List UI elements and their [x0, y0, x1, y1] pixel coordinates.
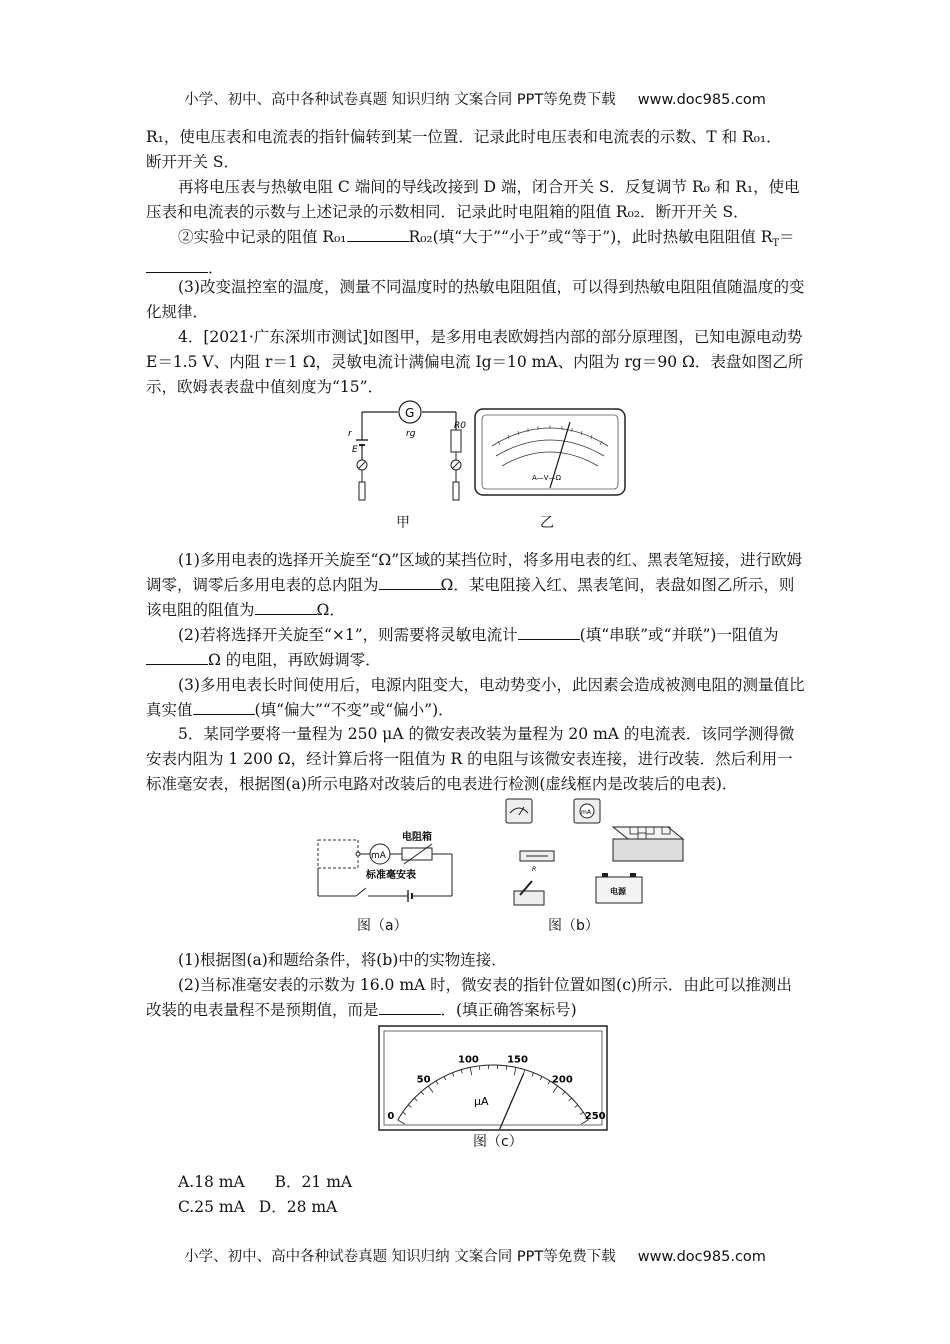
label-std-ma: 标准毫安表: [366, 870, 416, 881]
q5-devices-b: [498, 795, 688, 915]
q5-sub1: (1)根据图(a)和题给条件，将(b)中的实物连接．: [178, 951, 507, 969]
meter-tick: [506, 1066, 507, 1070]
fig-b-caption: 图（b）: [548, 918, 599, 934]
option-B[interactable]: B．21 mA: [274, 1173, 353, 1191]
label-resistor-box: 电阻箱: [402, 832, 432, 843]
q5-meter-c: [378, 1025, 608, 1131]
option-row-2: [178, 1195, 337, 1217]
meter-unit: μA: [474, 1095, 489, 1108]
meter-tick-label: 200: [551, 1074, 573, 1086]
q3-sub2-c: ＝: [779, 228, 795, 246]
q4-dial-figure: [474, 408, 626, 496]
q3-sub2-a: ②实验中记录的阻值 R₀₁: [178, 228, 347, 246]
device-power-label: 电源: [610, 887, 626, 896]
q5-stem: 5．某同学要将一量程为 250 μA 的微安表改装为量程为 20 mA 的电流表．该同学测得微安表内阻为 1 200 Ω，经计算后将一阻值为 R 的电阻与该微安表连接，进行改装．然后利用一标准毫安表，根据图(a)所示电路对改装后的电表进行检测(虚线框内是改装后的电表)．: [146, 725, 795, 793]
q4-circuit-figure: [350, 400, 470, 510]
header-site: www.doc985.com: [637, 92, 766, 108]
answer-blank[interactable]: [518, 625, 580, 640]
label-E: E: [352, 445, 358, 455]
fig-yi-caption: 乙: [540, 515, 554, 531]
q4-sub1-b: Ω．某电阻接入红、黑表笔间，表盘如图乙所示，则该电阻的阻值为: [146, 576, 795, 619]
q5-sub2-a: (2)当标准毫安表的示数为 16.0 mA 时，微安表的指针位置如图(c)所示．由此可以推测出改装的电表量程不是预期值，而是: [146, 976, 792, 1019]
meter-tick-label: 100: [458, 1054, 479, 1066]
q3-line1: R₁，使电压表和电流表的指针偏转到某一位置．记录此时电压表和电流表的示数、T 和 R₀₁．: [146, 128, 782, 146]
rheostat-symbol: [451, 430, 461, 452]
q4-sub1-a: (1)多用电表的选择开关旋至“Ω”区域的某挡位时，将多用电表的红、黑表笔短接，进行欧姆调零，调零后多用电表的总内阻为: [146, 551, 803, 594]
page-header: [0, 88, 950, 109]
footer-text: 小学、初中、高中各种试卷真题 知识归纳 文案合同 PPT等免费下载: [184, 1249, 616, 1265]
q4-sub1-c: Ω．: [316, 601, 345, 619]
label-R0: R0: [454, 421, 466, 431]
meter-tick-label: 250: [584, 1111, 606, 1122]
answer-blank[interactable]: [193, 700, 255, 715]
option-C[interactable]: C.25 mA: [178, 1198, 245, 1216]
header-text: 小学、初中、高中各种试卷真题 知识归纳 文案合同 PPT等免费下载: [184, 92, 616, 108]
answer-blank[interactable]: [146, 258, 208, 273]
q4-stem: 4．[2021·广东深圳市测试]如图甲，是多用电表欧姆挡内部的部分原理图，已知电源电动势 E＝1.5 V、内阻 r＝1 Ω，灵敏电流计满偏电流 Ig＝10 mA、内阻为 rg＝90 Ω．表盘如图乙所示，欧姆表表盘中值刻度为“15”．: [146, 328, 804, 396]
q4-sub2-c: Ω 的电阻，再欧姆调零．: [208, 651, 381, 669]
fig-jia-caption: 甲: [396, 515, 410, 531]
q4-sub2-a: (2)若将选择开关旋至“×1”，则需要将灵敏电流计: [178, 626, 518, 644]
meter-tick-label: 150: [507, 1054, 528, 1066]
q5-sub2-b: ．(填正确答案标号): [440, 1001, 577, 1019]
q3-line2: 断开开关 S．: [146, 153, 240, 171]
power-supply-device: [596, 873, 642, 903]
q4-sub3: [146, 673, 806, 723]
milliammeter-device: [574, 799, 600, 823]
switch-device: [514, 881, 544, 905]
microammeter-device: [506, 799, 532, 823]
label-G: G: [405, 406, 415, 420]
q3-text: [146, 125, 806, 175]
dial-label: A—V—Ω: [532, 474, 561, 482]
device-R-label: R: [532, 866, 537, 873]
answer-blank[interactable]: [146, 650, 208, 665]
label-rg: rg: [406, 429, 416, 439]
q4-sub2: [146, 623, 806, 673]
footer-site: www.doc985.com: [637, 1249, 766, 1265]
answer-blank[interactable]: [379, 575, 441, 590]
answer-blank[interactable]: [379, 1000, 441, 1015]
label-r: r: [348, 429, 352, 439]
q5-circuit-a: [312, 828, 462, 908]
fig-c-caption: 图（c）: [473, 1134, 523, 1150]
q4-sub3-a: (3)多用电表长时间使用后，电源内阻变大，电动势变小，此因素会造成被测电阻的测量值比真实值: [146, 676, 805, 719]
option-D[interactable]: D．28 mA: [258, 1198, 338, 1216]
resistor-box-device: [613, 827, 683, 861]
q3-sub3: (3)改变温控室的温度，测量不同温度时的热敏电阻阻值，可以得到热敏电阻阻值随温度的变化规律．: [146, 278, 805, 321]
fig-a-caption: 图（a）: [357, 918, 408, 934]
answer-blank[interactable]: [255, 600, 317, 615]
option-row-1: [178, 1170, 352, 1192]
meter-tick-label: 50: [416, 1074, 431, 1086]
option-A[interactable]: A.18 mA: [178, 1173, 245, 1191]
page-footer: [0, 1245, 950, 1266]
meter-tick: [479, 1066, 480, 1070]
q4-sub1: [146, 548, 806, 623]
q3-sub2-b: R₀₂(填“大于”“小于”或“等于”)，此时热敏电阻阻值 R: [408, 228, 773, 246]
label-mA: mA: [371, 851, 386, 861]
answer-blank[interactable]: [347, 227, 409, 242]
q5-sub2: [146, 973, 806, 1023]
q4-sub3-b: (填“偏大”“不变”或“偏小”)．: [254, 701, 454, 719]
q3-sub2: ②实验中记录的阻值 R₀₁ R₀₂(填“大于”“小于”或“等于”)，此时热敏电阻阻值 $R_T=$．: [146, 225, 806, 281]
device-mA-label: mA: [581, 809, 591, 816]
meter-tick-label: 0: [387, 1111, 395, 1122]
resistor-device: [520, 851, 554, 873]
q3-para2: 再将电压表与热敏电阻 C 端间的导线改接到 D 端，闭合开关 S．反复调节 R₀ 和 R₁，使电压表和电流表的示数与上述记录的示数相同．记录此时电阻箱的阻值 R₀₂．断开开关 S．: [146, 178, 800, 221]
q4-sub2-b: (填“串联”或“并联”)一阻值为: [579, 626, 779, 644]
